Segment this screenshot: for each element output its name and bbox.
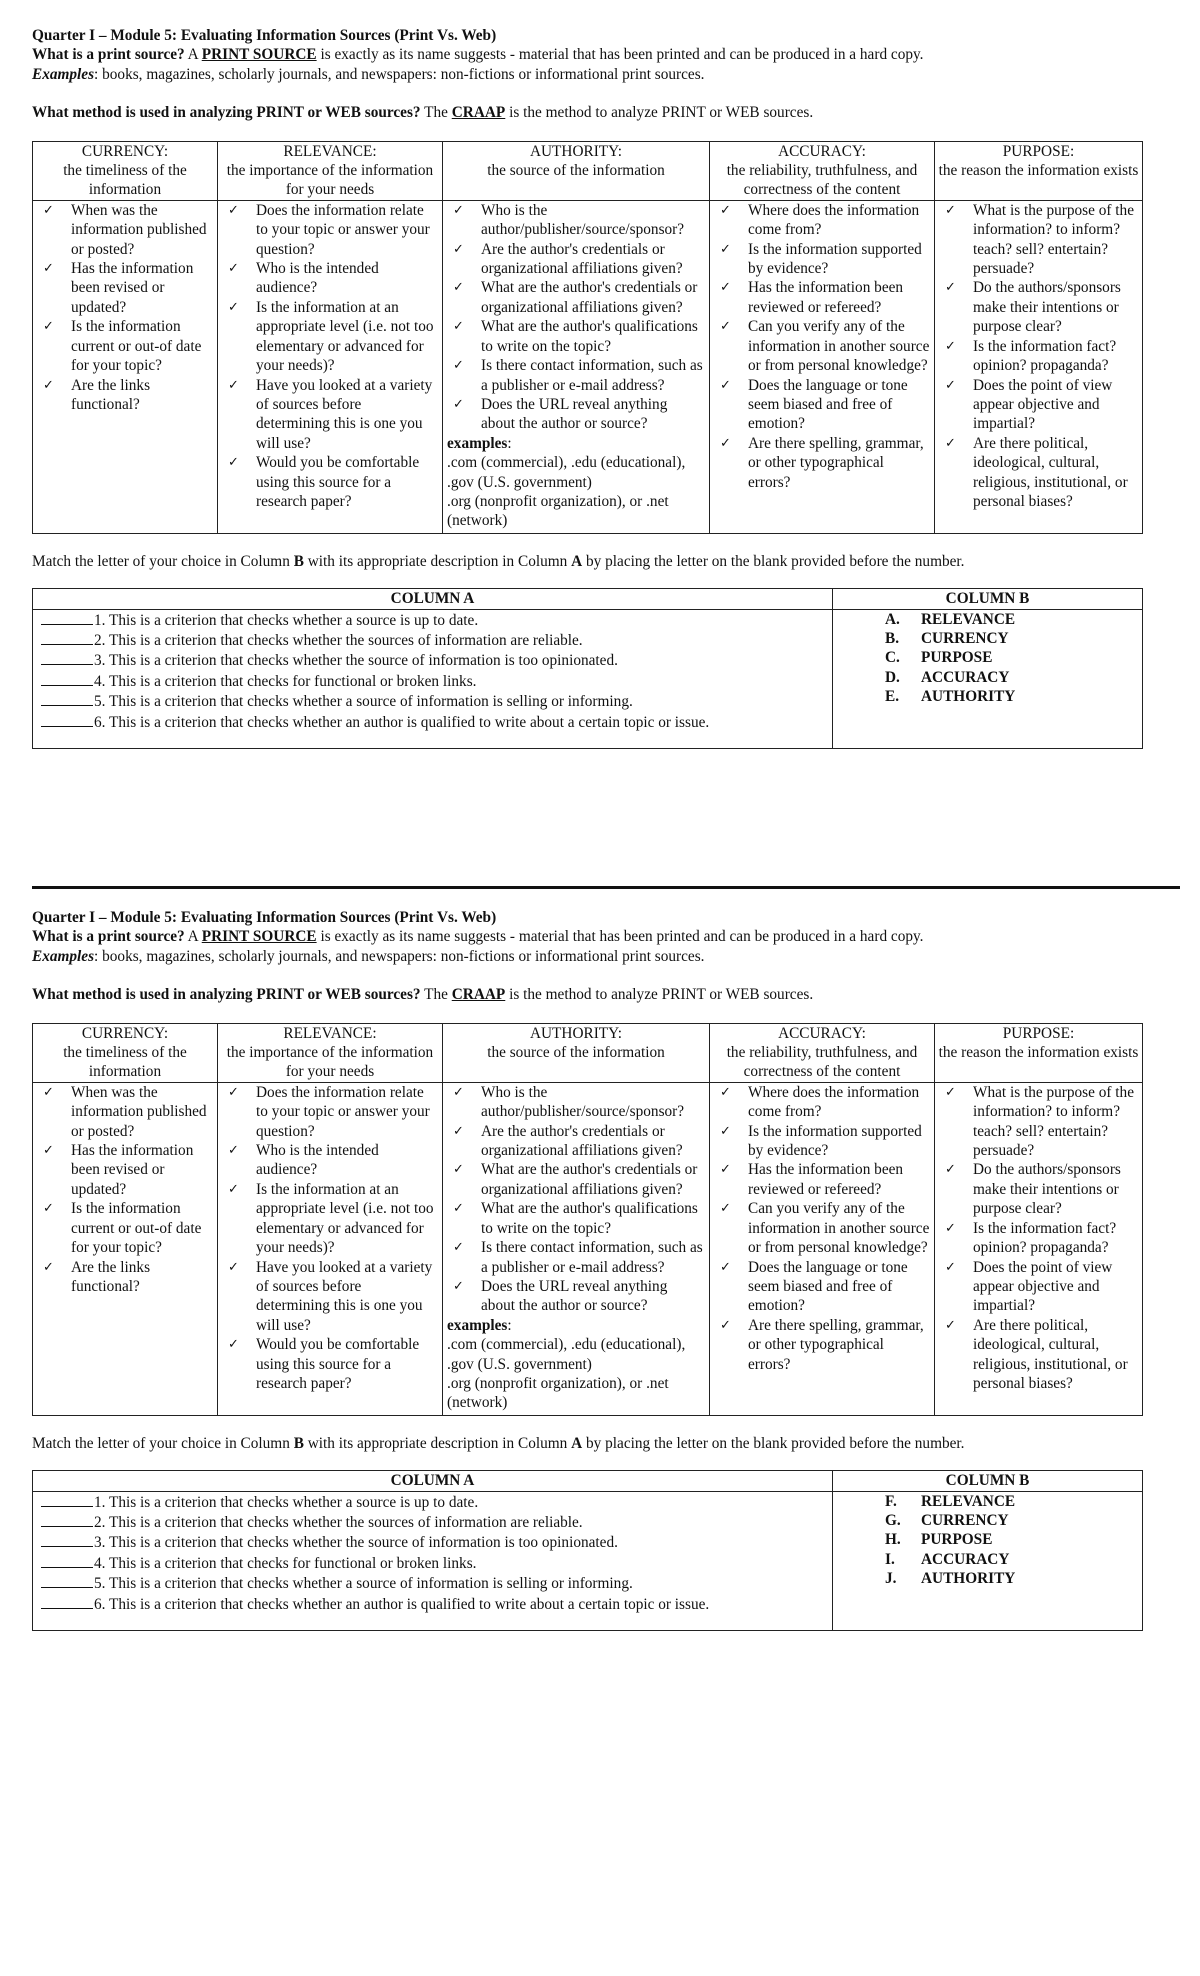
craap-header-currency [33,141,218,200]
checklist-item [222,1141,438,1180]
choice-letter: E. [885,688,900,706]
criterion-title: RELEVANCE: [283,142,377,160]
checklist-text: Do the authors/sponsors make their intentions or purpose clear? [973,279,1121,336]
choice-letter: F. [885,1492,897,1510]
matching-item [41,1553,828,1573]
checklist-text: Where does the information come from? [748,201,920,239]
checklist-item [447,1160,705,1199]
checkmark-icon: ✓ [453,241,464,257]
checklist-item [447,240,705,279]
answer-blank[interactable] [41,691,93,706]
checklist-item [447,1122,705,1161]
checklist-text: What are the author's qualifications to write on the topic? [481,318,698,355]
checklist-text: Is the information current or out-of date for your topic? [71,318,202,375]
checkmark-icon: ✓ [228,1337,239,1353]
answer-choice [841,1492,1138,1511]
checkmark-icon: ✓ [453,1201,464,1217]
checklist-item [447,1199,705,1238]
checkmark-icon: ✓ [720,1162,731,1178]
checkmark-icon: ✓ [43,319,54,335]
matching-item [41,1492,828,1512]
craap-questions-purpose [935,200,1143,533]
checkmark-icon: ✓ [228,1259,239,1275]
matching-table [32,1470,1143,1631]
craap-header-row [33,141,1143,200]
checkmark-icon: ✓ [945,1084,956,1100]
checklist-item [714,1122,930,1161]
checklist-text: Who is the author/publisher/source/sponsor? [481,201,685,239]
choice-text: CURRENCY [921,629,1009,647]
checklist-text: Have you looked at a variety of sources before determining this is one you will use? [256,1258,433,1334]
answer-blank[interactable] [41,712,93,727]
criterion-title: ACCURACY: [778,1024,866,1042]
answer-choice [841,1550,1138,1569]
craap-body-row [33,200,1143,533]
checklist-text: Does the language or tone seem biased and free of emotion? [748,376,908,433]
craap-questions-relevance [218,1082,443,1415]
checkmark-icon: ✓ [43,1143,54,1159]
checklist-item [714,278,930,317]
column-a-header: COLUMN A [33,589,833,609]
answer-choice [841,610,1138,629]
checkmark-icon: ✓ [453,1240,464,1256]
checklist-text: Is there contact information, such as a publisher or e-mail address? [481,357,703,394]
checklist-item [37,259,213,317]
checklist-text: Are the author's credentials or organizational affiliations given? [481,240,683,278]
choice-text: RELEVANCE [921,1492,1016,1510]
checklist-item [222,376,438,454]
column-b-choices [833,1491,1143,1630]
checklist-text: What is the purpose of the information? to inform? teach? sell? entertain? persuade? [973,1083,1134,1160]
criterion-title: CURRENCY: [81,1024,169,1042]
checklist-text: Is the information at an appropriate level (i.e. not too elementary or advanced for your needs)? [256,298,434,375]
checkmark-icon: ✓ [43,1084,54,1100]
choice-letter: A. [885,610,900,628]
matching-item-text: 3. This is a criterion that checks whether the source of information is too opinionated. [94,652,618,670]
matching-item-text: 2. This is a criterion that checks whether the sources of information are reliable. [94,1513,583,1531]
matching-item [41,1573,828,1593]
choice-letter: C. [885,649,900,667]
worksheet-header [32,26,1142,123]
craap-method-question: What method is used in analyzing PRINT or WEB sources? The CRAAP is the method to analyze PRINT or WEB sources. [32,986,814,1004]
checklist-item [222,298,438,376]
checkmark-icon: ✓ [720,241,731,257]
craap-header-currency [33,1023,218,1082]
checkmark-icon: ✓ [453,1123,464,1139]
matching-item-text: 1. This is a criterion that checks whether a source is up to date. [94,611,479,629]
checklist-text: Does the information relate to your topic or answer your question? [256,201,430,258]
checkmark-icon: ✓ [43,1201,54,1217]
answer-choice [841,1511,1138,1530]
checklist-item [714,376,930,434]
craap-header-accuracy [710,141,935,200]
checklist-item [714,1083,930,1122]
checkmark-icon: ✓ [720,1201,731,1217]
craap-header-purpose [935,141,1143,200]
answer-blank[interactable] [41,1553,93,1568]
checkmark-icon: ✓ [228,1181,239,1197]
choice-text: PURPOSE [921,1531,993,1549]
checklist-text: Does the point of view appear objective and impartial? [973,376,1113,433]
checkmark-icon: ✓ [453,1162,464,1178]
choice-text: RELEVANCE [921,610,1016,628]
criterion-title: ACCURACY: [778,142,866,160]
checkmark-icon: ✓ [720,202,731,218]
checklist-item [714,317,930,375]
checklist-text: Has the information been reviewed or refereed? [748,1161,904,1198]
matching-item [41,610,828,630]
checklist-item [447,278,705,317]
checklist-text: Are there spelling, grammar, or other typographical errors? [748,1316,924,1373]
answer-choice [841,648,1138,667]
checklist-text: When was the information published or posted? [71,201,207,258]
choice-text: PURPOSE [921,649,993,667]
checklist-item [939,201,1138,279]
answer-blank[interactable] [41,650,93,665]
craap-body-row [33,1082,1143,1415]
checkmark-icon: ✓ [945,280,956,296]
checkmark-icon: ✓ [453,202,464,218]
checkmark-icon: ✓ [43,1259,54,1275]
checklist-text: Has the information been reviewed or refereed? [748,279,904,316]
checkmark-icon: ✓ [720,435,731,451]
worksheet-1 [32,26,1142,749]
craap-table [32,141,1143,534]
checklist-text: Are there spelling, grammar, or other typographical errors? [748,434,924,491]
domain-example: .com (commercial), .edu (educational), .gov (U.S. government) [447,454,686,491]
matching-item-text: 1. This is a criterion that checks whether a source is up to date. [94,1493,479,1511]
checkmark-icon: ✓ [945,338,956,354]
checklist-item [222,453,438,511]
criterion-title: RELEVANCE: [283,1024,377,1042]
section-divider [32,886,1180,889]
craap-questions-currency [33,200,218,533]
checklist-item [939,1160,1138,1218]
matching-item-text: 4. This is a criterion that checks for functional or broken links. [94,672,477,690]
checklist-item [222,1335,438,1393]
examples-label: examples [447,1316,508,1334]
matching-item-text: 2. This is a criterion that checks whether the sources of information are reliable. [94,631,583,649]
matching-item-text: 6. This is a criterion that checks whether an author is qualified to write about a certain topic or issue. [94,1595,710,1613]
checkmark-icon: ✓ [43,202,54,218]
checkmark-icon: ✓ [228,377,239,393]
checkmark-icon: ✓ [720,377,731,393]
choice-letter: J. [885,1570,897,1588]
checklist-text: Is there contact information, such as a publisher or e-mail address? [481,1239,703,1276]
checklist-item [37,317,213,375]
matching-item-text: 6. This is a criterion that checks whether an author is qualified to write about a certain topic or issue. [94,713,710,731]
checklist-item [714,1160,930,1199]
checklist-text: What are the author's credentials or organizational affiliations given? [481,279,698,316]
matching-item-text: 5. This is a criterion that checks whether a source of information is selling or informing. [94,1575,633,1593]
answer-blank[interactable] [41,1492,93,1507]
choice-letter: D. [885,668,900,686]
checklist-item [447,201,705,240]
checklist-item [222,201,438,259]
checklist-item [447,317,705,356]
checklist-text: Have you looked at a variety of sources before determining this is one you will use? [256,376,433,452]
craap-header-relevance [218,1023,443,1082]
checklist-item [37,1258,213,1297]
checkmark-icon: ✓ [720,319,731,335]
checklist-item [939,337,1138,376]
checklist-text: Are the author's credentials or organizational affiliations given? [481,1122,683,1160]
checklist-item [447,1083,705,1122]
domain-example: .com (commercial), .edu (educational), .gov (U.S. government) [447,1336,686,1373]
criterion-description: the timeliness of the information [63,1044,187,1081]
checkmark-icon: ✓ [945,1259,956,1275]
checklist-text: Does the language or tone seem biased and free of emotion? [748,1258,908,1315]
checkmark-icon: ✓ [720,1317,731,1333]
checklist-text: Are the links functional? [71,1258,151,1295]
criterion-title: PURPOSE: [1002,142,1075,160]
criterion-title: PURPOSE: [1002,1024,1075,1042]
criterion-title: AUTHORITY: [529,1024,623,1042]
answer-choice [841,1569,1138,1588]
checkmark-icon: ✓ [453,358,464,374]
checklist-item [222,1083,438,1141]
checklist-item [714,1199,930,1257]
domain-example: .org (nonprofit organization), or .net (network) [447,492,669,530]
checklist-item [447,356,705,395]
checklist-text: Is the information at an appropriate level (i.e. not too elementary or advanced for your needs)? [256,1180,434,1257]
matching-item [41,1594,828,1614]
checklist-text: Who is the intended audience? [256,260,379,297]
checkmark-icon: ✓ [43,377,54,393]
checkmark-icon: ✓ [228,261,239,277]
answer-choice [841,1530,1138,1549]
checklist-item [939,376,1138,434]
craap-header-row [33,1023,1143,1082]
craap-questions-accuracy [710,1082,935,1415]
checklist-text: Is the information fact? opinion? propaganda? [973,337,1117,375]
domain-example: .org (nonprofit organization), or .net (network) [447,1374,669,1412]
craap-questions-currency [33,1082,218,1415]
craap-header-authority [443,141,710,200]
criterion-description: the reliability, truthfulness, and correctness of the content [726,162,918,199]
criterion-description: the importance of the information for your needs [226,1044,434,1081]
checklist-item [939,1258,1138,1316]
checklist-text: Can you verify any of the information in another source or from personal knowledge? [748,1200,930,1257]
checklist-text: Has the information been revised or updated? [71,260,194,316]
matching-item-text: 5. This is a criterion that checks whether a source of information is selling or informing. [94,693,633,711]
column-a-items [33,609,833,748]
worksheet-2 [32,908,1142,1631]
criterion-description: the timeliness of the information [63,162,187,199]
checklist-text: Is the information supported by evidence? [748,240,922,278]
column-b-header: COLUMN B [833,1471,1143,1491]
checklist-item [939,1083,1138,1161]
checklist-text: Is the information current or out-of date for your topic? [71,1200,202,1257]
worksheet-header [32,908,1142,1005]
answer-choice [841,629,1138,648]
checkmark-icon: ✓ [945,202,956,218]
worksheet-title: Quarter I – Module 5: Evaluating Information Sources (Print Vs. Web) [32,909,497,926]
checklist-item [714,240,930,279]
craap-questions-purpose [935,1082,1143,1415]
craap-header-accuracy [710,1023,935,1082]
checkmark-icon: ✓ [945,377,956,393]
answer-blank[interactable] [41,1573,93,1588]
checklist-text: Is the information supported by evidence? [748,1122,922,1160]
checkmark-icon: ✓ [228,455,239,471]
choice-letter: G. [885,1511,901,1529]
column-a-header: COLUMN A [33,1471,833,1491]
answer-blank[interactable] [41,1532,93,1547]
checklist-text: Do the authors/sponsors make their intentions or purpose clear? [973,1161,1121,1218]
checklist-text: Has the information been revised or updated? [71,1142,194,1198]
checkmark-icon: ✓ [945,435,956,451]
checklist-item [939,434,1138,512]
criterion-description: the reliability, truthfulness, and correctness of the content [726,1044,918,1081]
matching-instructions: Match the letter of your choice in Column B with its appropriate description in Column A by placing the letter on the blank provided before the number. [32,552,965,570]
matching-item [41,1532,828,1552]
checklist-item [37,1199,213,1257]
checklist-item [37,1083,213,1141]
criterion-description: the source of the information [487,1044,665,1062]
choice-text: AUTHORITY [921,688,1016,706]
checkmark-icon: ✓ [228,299,239,315]
criterion-description: the reason the information exists [938,1044,1139,1062]
matching-item [41,712,828,732]
checklist-text: What are the author's credentials or organizational affiliations given? [481,1161,698,1198]
matching-item [41,691,828,711]
craap-table [32,1023,1143,1416]
checkmark-icon: ✓ [228,202,239,218]
print-source-examples: Examples: books, magazines, scholarly journals, and newspapers: non-fictions or informational print sources. [32,65,705,83]
checklist-item [714,1258,930,1316]
checklist-item [222,259,438,298]
checklist-item [939,1316,1138,1394]
checklist-text: Who is the author/publisher/source/sponsor? [481,1083,685,1121]
checklist-item [714,434,930,492]
examples-label: examples [447,434,508,452]
choice-text: ACCURACY [921,1550,1010,1568]
checklist-item [37,376,213,415]
column-b-header: COLUMN B [833,589,1143,609]
checkmark-icon: ✓ [720,1259,731,1275]
checkmark-icon: ✓ [945,1317,956,1333]
craap-header-relevance [218,141,443,200]
matching-item [41,671,828,691]
craap-header-authority [443,1023,710,1082]
matching-item-text: 4. This is a criterion that checks for functional or broken links. [94,1554,477,1572]
choice-letter: H. [885,1531,901,1549]
checklist-text: Are the links functional? [71,376,151,413]
craap-questions-authority: ✓ Who is the author/publisher/source/sponsor? ✓ Are the author's credentials or organizational affiliations given? ✓ What are the author's credentials or organizational affiliations given? ✓ What are the author's qualifications to write on the topic? ✓ Is there contact information, such as a publisher or e-mail address? ✓ Does the URL reveal anything about the author or source? examples: .com (commercial), .edu (educational), .gov (U.S. government) .org (nonprofit organization), or .net (network) [443,1082,710,1415]
checkmark-icon: ✓ [43,261,54,277]
matching-item [41,1512,828,1532]
checklist-text: Does the URL reveal anything about the author or source? [481,1277,668,1315]
choice-text: CURRENCY [921,1511,1009,1529]
checklist-text: What are the author's qualifications to write on the topic? [481,1200,698,1237]
checklist-text: Is the information fact? opinion? propaganda? [973,1219,1117,1257]
checklist-item [939,278,1138,336]
column-b-choices [833,609,1143,748]
checkmark-icon: ✓ [228,1084,239,1100]
checklist-text: Would you be comfortable using this source for a research paper? [256,454,420,510]
answer-blank[interactable] [41,671,93,686]
matching-table [32,588,1143,749]
answer-blank[interactable] [41,610,93,625]
worksheet-title: Quarter I – Module 5: Evaluating Information Sources (Print Vs. Web) [32,27,497,44]
matching-instructions: Match the letter of your choice in Column B with its appropriate description in Column A by placing the letter on the blank provided before the number. [32,1434,965,1452]
checklist-item [447,395,705,434]
checklist-text: Are there political, ideological, cultural, religious, institutional, or personal biases? [973,1316,1128,1392]
column-a-items [33,1491,833,1630]
checkmark-icon: ✓ [453,280,464,296]
choice-letter: B. [885,629,900,647]
choice-letter: I. [885,1550,895,1568]
checkmark-icon: ✓ [945,1162,956,1178]
checklist-item [714,1316,930,1374]
craap-questions-accuracy [710,200,935,533]
answer-blank[interactable] [41,1594,93,1609]
matching-item [41,650,828,670]
matching-item [41,630,828,650]
checklist-text: Can you verify any of the information in another source or from personal knowledge? [748,318,930,375]
checklist-text: Does the point of view appear objective and impartial? [973,1258,1113,1315]
choice-text: AUTHORITY [921,1570,1016,1588]
checklist-item [222,1180,438,1258]
criterion-description: the importance of the information for your needs [226,162,434,199]
choice-text: ACCURACY [921,668,1010,686]
checkmark-icon: ✓ [453,1278,464,1294]
checklist-text: Are there political, ideological, cultural, religious, institutional, or personal biases? [973,434,1128,510]
checklist-item [37,1141,213,1199]
checklist-item [939,1219,1138,1258]
checklist-text: Would you be comfortable using this source for a research paper? [256,1336,420,1392]
checklist-text: What is the purpose of the information? to inform? teach? sell? entertain? persuade? [973,201,1134,278]
print-source-definition: What is a print source? A PRINT SOURCE is exactly as its name suggests - material that has been printed and can be produced in a hard copy. [32,46,924,64]
answer-choice [841,687,1138,706]
matching-item-text: 3. This is a criterion that checks whether the source of information is too opinionated. [94,1534,618,1552]
checkmark-icon: ✓ [720,1084,731,1100]
checklist-item [447,1238,705,1277]
craap-questions-relevance [218,200,443,533]
criterion-title: AUTHORITY: [529,142,623,160]
craap-header-purpose [935,1023,1143,1082]
checklist-text: Does the information relate to your topic or answer your question? [256,1083,430,1140]
checkmark-icon: ✓ [453,1084,464,1100]
checkmark-icon: ✓ [720,280,731,296]
checkmark-icon: ✓ [945,1220,956,1236]
checkmark-icon: ✓ [453,319,464,335]
checkmark-icon: ✓ [228,1143,239,1159]
craap-questions-authority: ✓ Who is the author/publisher/source/sponsor? ✓ Are the author's credentials or organizational affiliations given? ✓ What are the author's credentials or organizational affiliations given? ✓ What are the author's qualifications to write on the topic? ✓ Is there contact information, such as a publisher or e-mail address? ✓ Does the URL reveal anything about the author or source? examples: .com (commercial), .edu (educational), .gov (U.S. government) .org (nonprofit organization), or .net (network) [443,200,710,533]
checklist-item [222,1258,438,1336]
checklist-text: Where does the information come from? [748,1083,920,1121]
criterion-title: CURRENCY: [81,142,169,160]
print-source-examples: Examples: books, magazines, scholarly journals, and newspapers: non-fictions or informational print sources. [32,947,705,965]
checkmark-icon: ✓ [720,1123,731,1139]
checklist-item [714,201,930,240]
answer-blank[interactable] [41,630,93,645]
criterion-description: the reason the information exists [938,162,1139,180]
checklist-text: When was the information published or posted? [71,1083,207,1140]
craap-method-question: What method is used in analyzing PRINT or WEB sources? The CRAAP is the method to analyze PRINT or WEB sources. [32,104,814,122]
checkmark-icon: ✓ [453,396,464,412]
checklist-text: Does the URL reveal anything about the author or source? [481,395,668,433]
print-source-definition: What is a print source? A PRINT SOURCE is exactly as its name suggests - material that has been printed and can be produced in a hard copy. [32,928,924,946]
answer-choice [841,668,1138,687]
checklist-item [37,201,213,259]
answer-blank[interactable] [41,1512,93,1527]
criterion-description: the source of the information [487,162,665,180]
checklist-text: Who is the intended audience? [256,1142,379,1179]
checklist-item [447,1277,705,1316]
